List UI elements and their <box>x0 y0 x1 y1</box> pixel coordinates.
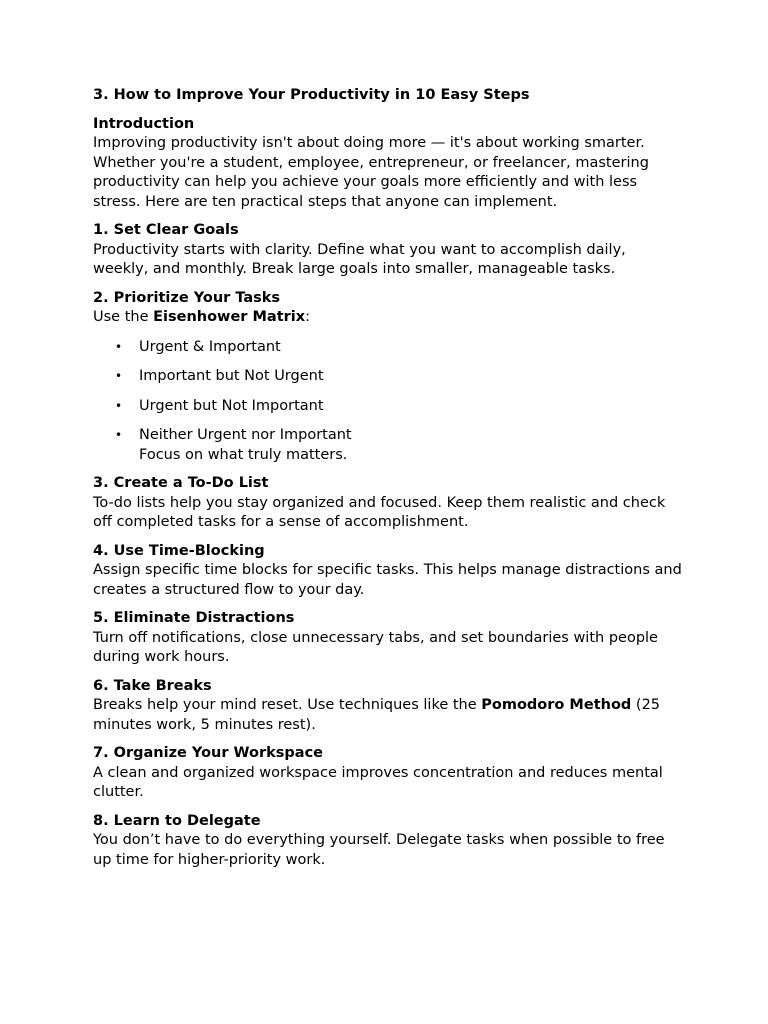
step1-paragraph: Productivity starts with clarity. Define what you want to accomplish daily, weekly, and monthly. Break large goals into smaller, manageable tasks. <box>93 241 626 277</box>
step2-lead-text: Use the <box>93 309 154 325</box>
bullet-icon: • <box>115 339 123 354</box>
step2-note: Focus on what truly matters. <box>139 446 348 463</box>
step7-heading: 7. Organize Your Workspace <box>93 745 324 761</box>
list-item <box>115 426 683 465</box>
list-item <box>115 397 683 417</box>
bullet-icon: • <box>115 398 123 413</box>
list-item <box>115 367 683 387</box>
step2-lead <box>93 308 683 328</box>
list-item-text: Urgent & Important <box>139 338 281 355</box>
list-item <box>115 338 683 358</box>
step2-heading: 2. Prioritize Your Tasks <box>93 289 281 306</box>
step3-paragraph: To-do lists help you stay organized and focused. Keep them realistic and check off completed tasks for a sense of accomplishment. <box>93 494 666 530</box>
step6-text-start: Breaks help your mind reset. Use techniques like the <box>93 697 482 713</box>
step1-heading: 1. Set Clear Goals <box>93 222 239 238</box>
intro-heading: Introduction <box>93 115 195 132</box>
list-item-text: Important but Not Urgent <box>139 368 324 384</box>
intro-paragraph: Improving productivity isn't about doing more — it's about working smarter. Whether you're a student, employee, entrepreneur, or freelancer, mastering productivity can help you achieve your goals more efficiently and with less stress. Here are ten practical steps that anyone can implement. <box>93 135 649 210</box>
step4-heading: 4. Use Time-Blocking <box>93 542 265 559</box>
step6-heading: 6. Take Breaks <box>93 677 212 694</box>
step3-heading: 3. Create a To-Do List <box>93 475 269 491</box>
step8-heading: 8. Learn to Delegate <box>93 812 261 829</box>
list-item-text: Neither Urgent nor Important <box>139 427 352 443</box>
pomodoro-method-term: Pomodoro Method <box>481 697 632 713</box>
step6-paragraph <box>93 696 683 735</box>
list-item-text: Urgent but Not Important <box>139 397 324 414</box>
document-title: 3. How to Improve Your Productivity in 10 Easy Steps <box>93 87 530 103</box>
step6-text-end: (25 minutes work, 5 minutes rest). <box>93 697 661 733</box>
step8-paragraph: You don’t have to do everything yourself. Delegate tasks when possible to free up time for higher-priority work. <box>93 832 665 868</box>
eisenhower-matrix-term: Eisenhower Matrix <box>153 309 306 325</box>
step5-paragraph: Turn off notifications, close unnecessary tabs, and set boundaries with people during work hours. <box>93 629 658 665</box>
bullet-icon: • <box>115 428 123 442</box>
step2-lead-end: : <box>305 309 310 325</box>
eisenhower-list <box>93 338 683 466</box>
bullet-icon: • <box>115 369 123 383</box>
step4-paragraph: Assign specific time blocks for specific tasks. This helps manage distractions and creates a structured flow to your day. <box>93 562 682 598</box>
step5-heading: 5. Eliminate Distractions <box>93 610 295 626</box>
document-page <box>93 86 683 879</box>
step7-paragraph: A clean and organized workspace improves concentration and reduces mental clutter. <box>93 764 663 800</box>
